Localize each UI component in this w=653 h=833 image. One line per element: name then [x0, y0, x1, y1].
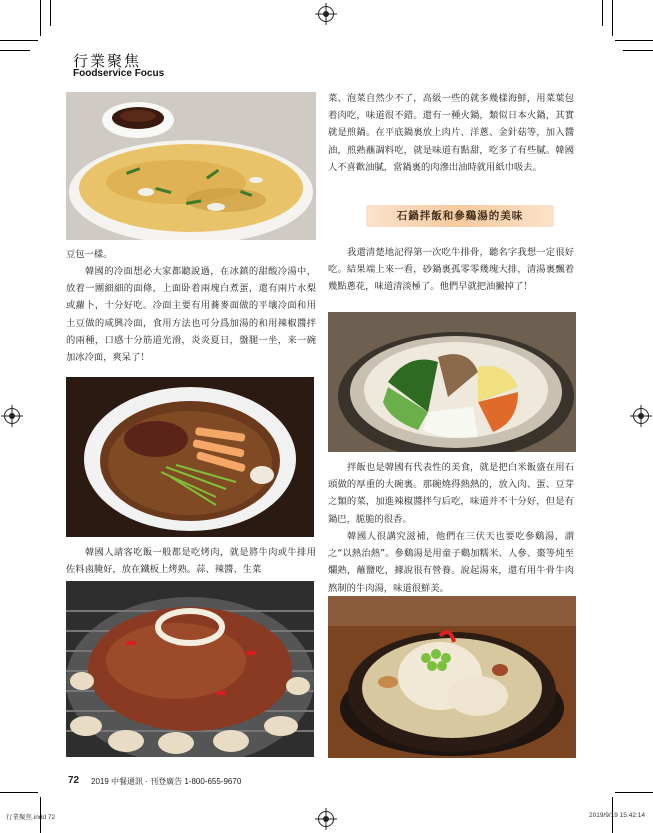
- photo-bibimbap: [328, 312, 576, 452]
- registration-mark-left: [4, 408, 20, 424]
- right-paragraph-1: 菜、泡菜自然少不了，高級一些的就多幾樣海鮮，用菜葉包着肉吃，味道很不錯。還有一種火鍋，類似日本火鍋，其實就是煎鍋。在平底鍋裏放上肉片、洋蔥、金針菇等，加入醬油，煎熟蘸調料吃，就是味道有點甜，吃多了有些膩。韓國人不喜歡油膩，當鍋裏的肉滲出油時就用紙巾吸去。: [328, 93, 574, 173]
- section-subtitle: Foodservice Focus: [73, 68, 165, 79]
- section-title: 行業聚焦: [73, 52, 142, 70]
- photo-cold-noodles: [66, 377, 314, 537]
- left-paragraph-3: 韓國人請客吃飯一般都是吃烤肉，就是將牛肉或牛排用佐料鹵腌好，放在鐵板上烤熟。蒜、辣醬、生菜: [66, 547, 316, 576]
- section-banner: [366, 205, 554, 227]
- crop-mark: [0, 792, 38, 793]
- right-paragraph-3: 拌飯也是韓國有代表性的美食，就是把白米飯盛在用石頭做的厚重的大碗裏。那碗燒得熱熱的，放入肉、蛋、豆芽之類的菜，加進辣椒醬拌勻后吃，味道并不十分好，但是有鍋巴，脆脆的很香。: [328, 462, 574, 525]
- left-paragraph-1: 豆包一樣。: [66, 249, 113, 260]
- registration-mark-right: [633, 408, 649, 424]
- crop-mark: [623, 50, 653, 51]
- crop-mark: [615, 792, 653, 793]
- right-paragraph-2: 我還清楚地記得第一次吃牛排骨，聽名字我想一定很好吃。結果端上來一看，砂鍋裏孤零零幾塊大排，清湯裏飄着幾點蔥花，味道清淡極了。他們早就把油撇掉了！: [328, 247, 574, 293]
- photo-samgyetang: [328, 596, 576, 758]
- banner-title: 石鍋拌飯和參鷄湯的美味: [396, 210, 524, 222]
- crop-mark: [602, 0, 603, 26]
- page-number: 72: [68, 775, 80, 786]
- left-paragraph-2: 韓國的冷面想必大家都聽說過，在冰鎮的甜酸冷湯中，放着一團細細的面條，上面卧着兩塊白煮蛋，還有兩片水梨或蘿卜，十分好吃。冷面主要有用蕎麥面做的平壤冷面和用土豆做的咸興冷面，食用方法也可分爲加湯的和用辣椒醬拌的兩種，口感十分筋道光滑，炎炎夏日，盤腿一坐，来一碗加冰冷面，爽呆了！: [66, 266, 316, 364]
- registration-mark-bottom: [318, 811, 334, 827]
- crop-mark: [0, 40, 38, 41]
- crop-mark: [612, 0, 613, 36]
- crop-mark: [615, 40, 653, 41]
- registration-mark-top: [318, 6, 334, 22]
- publication-line: 2019 中餐通訊 · 刊登廣告 1-800-655-9670: [91, 777, 242, 786]
- slug-file: 行業聚焦.indd 72: [6, 814, 56, 821]
- crop-mark: [50, 0, 51, 26]
- photo-korean-pancake: [66, 92, 316, 240]
- photo-bulgogi: [66, 581, 314, 757]
- crop-mark: [40, 0, 41, 36]
- crop-mark: [0, 50, 30, 51]
- slug-timestamp: 2019/9/19 15:42:14: [588, 812, 645, 819]
- right-paragraph-4: 韓國人很講究滋補，他們在三伏天也要吃參鷄湯，謂之“以熱治熱”。參鷄湯是用童子鷄加糯米、人參、棗等炖至爛熟，蘸鹽吃，據說很有營養。說起湯來，還有用牛骨牛肉熬制的牛肉湯，味道很鮮美。: [328, 531, 574, 594]
